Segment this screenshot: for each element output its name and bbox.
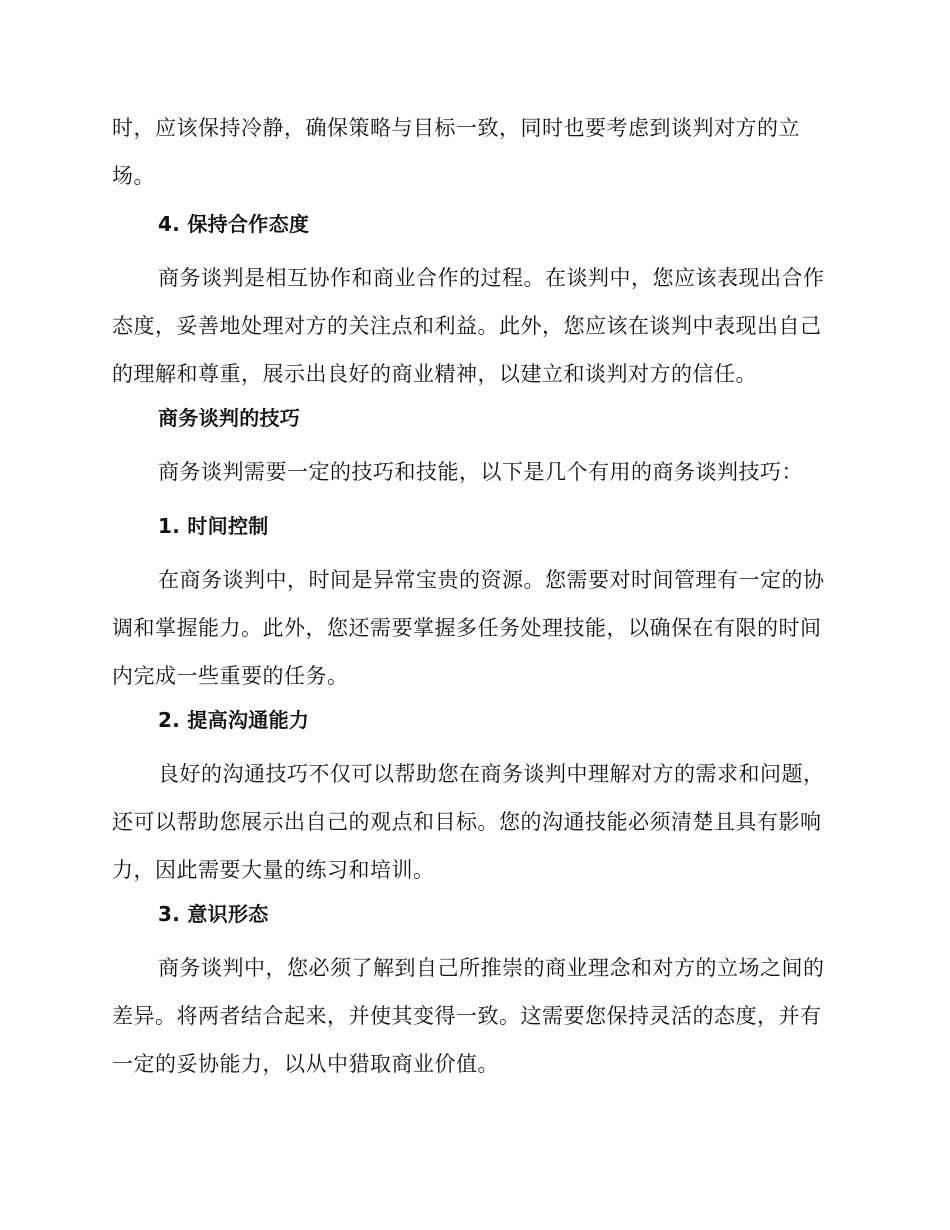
heading-negotiation-skills: 商务谈判的技巧 — [158, 406, 301, 430]
paragraph-line: 差异。将两者结合起来，并使其变得一致。这需要您保持灵活的态度，并有 — [112, 1004, 822, 1028]
paragraph-continuation — [112, 104, 832, 200]
paragraph-line: 在商务谈判中，时间是异常宝贵的资源。您需要对时间管理有一定的协 — [158, 568, 825, 592]
heading-ideology: 3. 意识形态 — [158, 902, 269, 926]
paragraph-time-control — [112, 556, 832, 700]
paragraph-line: 商务谈判需要一定的技巧和技能，以下是几个有用的商务谈判技巧： — [158, 460, 803, 484]
paragraph-communication — [112, 750, 832, 894]
paragraph-line: 场。 — [112, 164, 155, 188]
heading-keep-cooperative-attitude: 4. 保持合作态度 — [158, 212, 310, 236]
paragraph-line: 的理解和尊重，展示出良好的商业精神，以建立和谈判对方的信任。 — [112, 362, 757, 386]
paragraph-ideology — [112, 944, 832, 1088]
paragraph-line: 调和掌握能力。此外，您还需要掌握多任务处理技能，以确保在有限的时间 — [112, 616, 822, 640]
paragraph-line: 还可以帮助您展示出自己的观点和目标。您的沟通技能必须清楚且具有影响 — [112, 810, 822, 834]
paragraph-line: 一定的妥协能力，以从中猎取商业价值。 — [112, 1052, 499, 1076]
paragraph-line: 时，应该保持冷静，确保策略与目标一致，同时也要考虑到谈判对方的立 — [112, 116, 800, 140]
paragraph-line: 内完成一些重要的任务。 — [112, 664, 349, 688]
paragraph-line: 力，因此需要大量的练习和培训。 — [112, 858, 435, 882]
paragraph-line: 商务谈判中，您必须了解到自己所推崇的商业理念和对方的立场之间的 — [158, 956, 825, 980]
paragraph-line: 良好的沟通技巧不仅可以帮助您在商务谈判中理解对方的需求和问题， — [158, 762, 825, 786]
paragraph-cooperation — [112, 254, 832, 398]
paragraph-line: 商务谈判是相互协作和商业合作的过程。在谈判中，您应该表现出合作 — [158, 266, 825, 290]
heading-communication: 2. 提高沟通能力 — [158, 708, 310, 732]
heading-time-control: 1. 时间控制 — [158, 514, 269, 538]
paragraph-skills-intro — [112, 448, 832, 496]
paragraph-line: 态度，妥善地处理对方的关注点和利益。此外，您应该在谈判中表现出自己 — [112, 314, 822, 338]
